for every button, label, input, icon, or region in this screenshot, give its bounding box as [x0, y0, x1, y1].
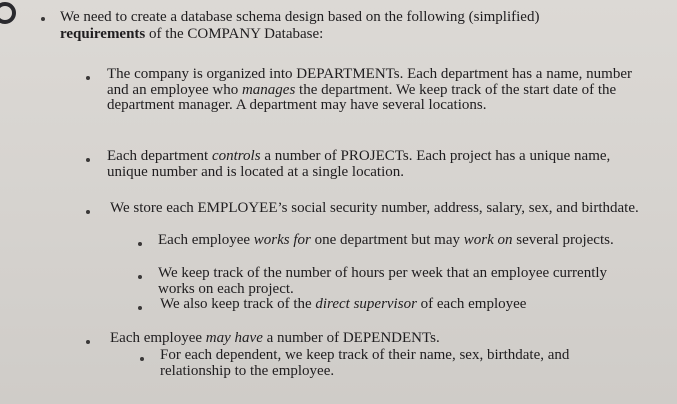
bullet-employee-sub2: We keep track of the number of hours per week that an employee currently works on each project.	[158, 265, 608, 297]
bullet-icon	[86, 76, 90, 80]
intro-bold: requirements	[60, 26, 146, 42]
bullet-icon	[138, 242, 142, 246]
bullet-dependents	[110, 331, 610, 347]
text: We also keep track of the	[160, 296, 316, 312]
bullet-departments	[107, 67, 642, 114]
intro-paragraph	[60, 9, 660, 43]
bullet-dependents-sub1: For each dependent, we keep track of their name, sex, birthdate, and relationship to the employee.	[160, 347, 570, 379]
text: a number of PROJECTs. Each project has a unique name, unique number and is located at a single location.	[107, 148, 611, 180]
bullet-employee: We store each EMPLOYEE’s social security number, address, salary, sex, and birthdate.	[110, 200, 639, 216]
bullet-icon	[138, 275, 142, 279]
bullet-projects	[107, 149, 632, 180]
intro-rest: of the COMPANY Database:	[145, 26, 324, 42]
text-italic: direct supervisor	[315, 296, 417, 312]
bullet-icon	[86, 158, 90, 162]
bullet-employee-sub3	[160, 297, 640, 313]
bullet-icon	[86, 340, 90, 344]
text: several projects.	[512, 232, 614, 248]
text: The company is organized into DEPARTMENTs. Each department has a name, number and an employee who	[107, 66, 633, 98]
circle-bullet-icon	[0, 2, 16, 24]
text: Each employee	[110, 330, 206, 346]
text-italic: manages	[241, 81, 296, 98]
text: Each employee	[158, 232, 254, 248]
bullet-icon	[140, 357, 144, 361]
bullet-icon	[41, 17, 45, 21]
text-italic: works for	[253, 232, 311, 248]
bullet-icon	[138, 306, 142, 310]
text-italic: controls	[211, 148, 261, 164]
bullet-employee-sub1	[158, 233, 658, 249]
text: one department but may	[310, 232, 464, 248]
text: Each department	[107, 148, 212, 164]
bullet-icon	[86, 210, 90, 214]
text-italic: may have	[205, 330, 263, 346]
text-italic: work on	[463, 232, 513, 248]
text: a number of DEPENDENTs.	[262, 330, 440, 346]
intro-line1: We need to create a database schema design based on the following (simplified)	[60, 9, 540, 25]
text: of each employee	[416, 296, 527, 312]
text: the department. We keep track of the start date of the department manager. A department may have several locations.	[107, 81, 617, 113]
